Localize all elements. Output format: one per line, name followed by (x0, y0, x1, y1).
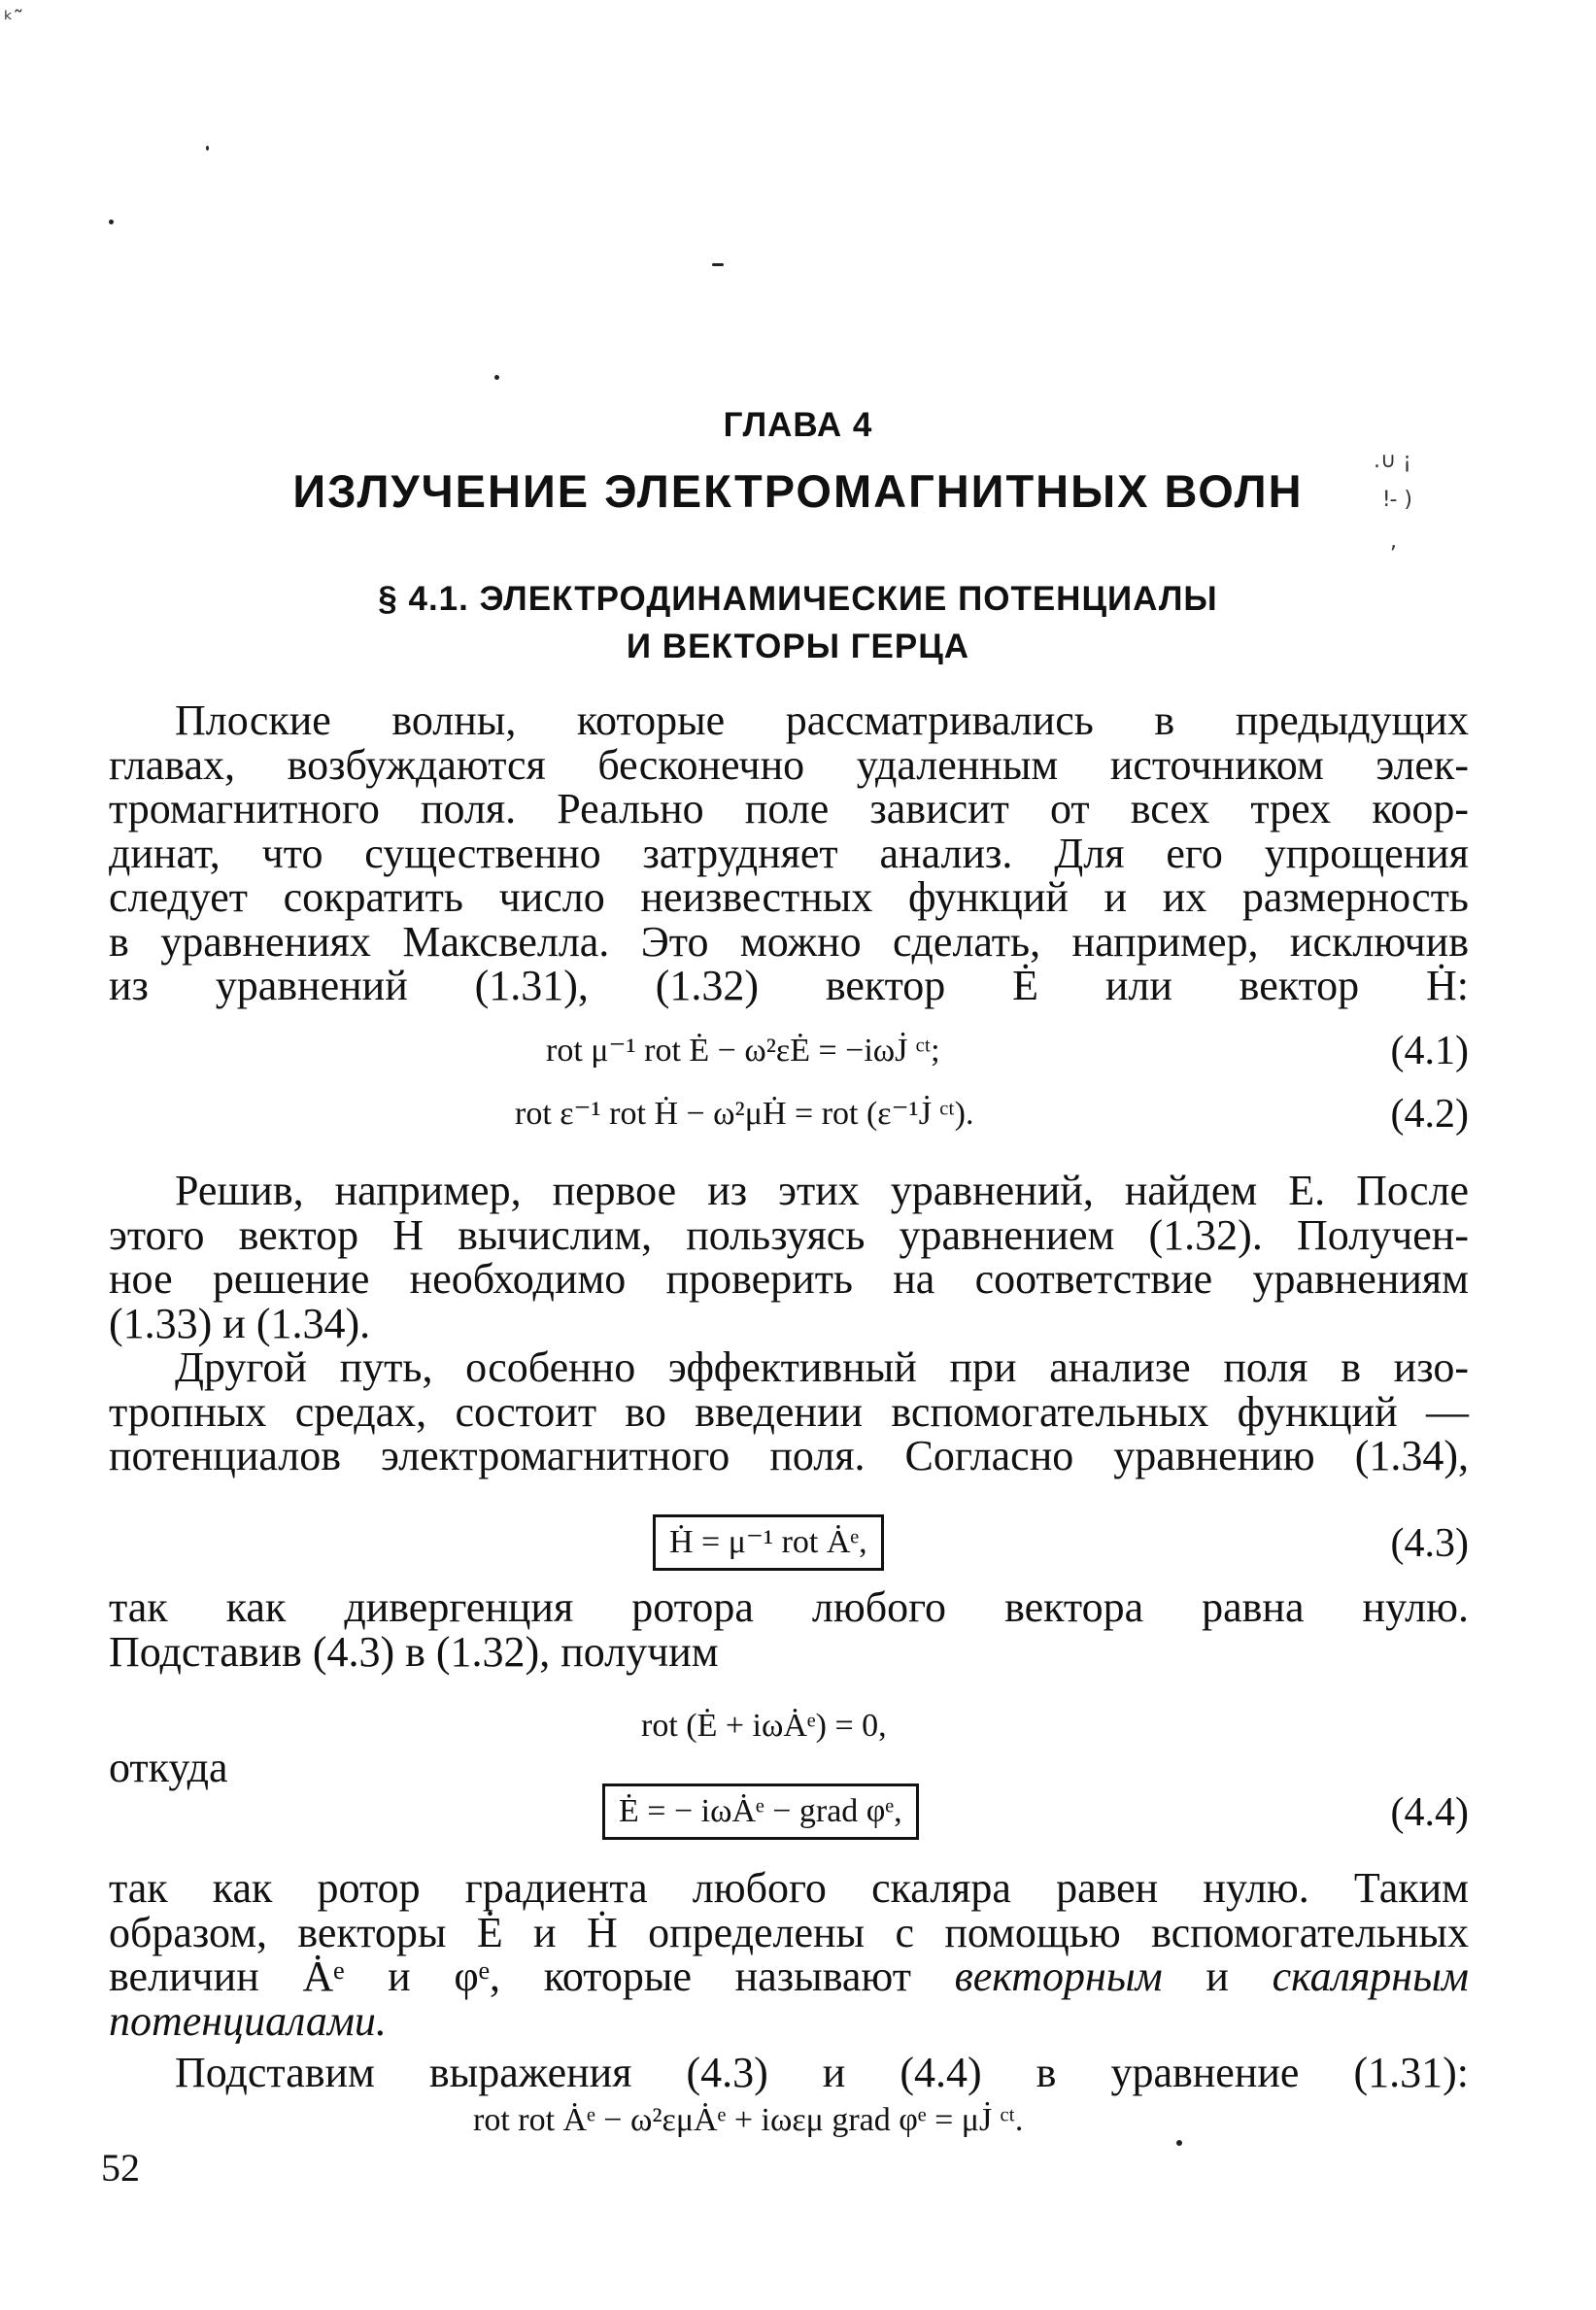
margin-pencil-mark: ǃ- ) (1383, 488, 1413, 512)
paragraph-line: следует сократить число неизвестных функций и их размерность (109, 873, 1469, 921)
equation-expression-boxed: Ḣ = μ⁻¹ rot Ȧᵉ, (653, 1514, 884, 1571)
paragraph-line (109, 1954, 1469, 1999)
section-title (0, 575, 1596, 670)
text-run: величин Ȧᵉ и φᵉ, которые называют (109, 1953, 955, 2000)
text-run: и (1162, 1953, 1273, 2000)
paragraph-line: Другой путь, особенно эффективный при анализе поля в изо- (175, 1343, 1469, 1391)
word-otkuda: откуда (109, 1744, 228, 1791)
equation-expression: rot ε⁻¹ rot Ḣ − ω²μḢ = rot (ε⁻¹J̇ ᶜᵗ). (515, 1096, 974, 1132)
chapter-label: ГЛАВА 4 (723, 406, 873, 444)
paragraph-line: Подставим выражения (4.3) и (4.4) в уравнение (1.31): (175, 2049, 1469, 2096)
equation-final (109, 2091, 1469, 2150)
equation-4-4 (109, 1783, 1469, 1842)
paragraph-line: в уравнениях Максвелла. Это можно сделать, например, исключив (109, 917, 1469, 966)
paragraph-5 (109, 1866, 1469, 2043)
equation-4-3 (109, 1514, 1469, 1573)
paragraph-line: Плоские волны, которые рассматривались в предыдущих (175, 696, 1469, 744)
chapter-title: ИЗЛУЧЕНИЕ ЭЛЕКТРОМАГНИТНЫХ ВОЛН (292, 465, 1304, 517)
scan-speck (109, 220, 114, 224)
paragraph-2 (109, 1169, 1469, 1345)
equation-number: (4.4) (1390, 1790, 1469, 1835)
equation-number: (4.2) (1390, 1092, 1469, 1137)
equation-expression: rot (Ė + iωȦᵉ) = 0, (641, 1708, 887, 1744)
equation-number: (4.3) (1390, 1521, 1469, 1566)
term-scalar: скалярным (1272, 1953, 1470, 2000)
paragraph-line: потенциалов электромагнитного поля. Согласно уравнению (1.34), (109, 1432, 1469, 1479)
paragraph-line: тромагнитного поля. Реально поле зависит от всех трех коор- (109, 785, 1469, 832)
equation-intermediate (109, 1697, 1469, 1755)
paragraph-line (109, 1996, 1469, 2045)
section-title-line-2: И ВЕКТОРЫ ГЕРЦА (626, 628, 970, 665)
equation-expression: rot μ⁻¹ rot Ė − ω²εĖ = −iωJ̇ ᶜᵗ; (546, 1033, 940, 1069)
paragraph-line: тропных средах, состоит во введении вспомогательных функций — (109, 1387, 1469, 1436)
paragraph-1 (109, 698, 1469, 1008)
scan-speck (206, 146, 209, 151)
paragraph-line: так как ротор градиента любого скаляра равен нулю. Таким (109, 1864, 1469, 1912)
paragraph-line: главах, возбуждаются бесконечно удаленным источником элек- (109, 740, 1469, 789)
page-number: 52 (101, 2146, 140, 2190)
equation-number: (4.1) (1390, 1029, 1469, 1073)
paragraph-line: динат, что существенно затрудняет анализ. Для его упрощения (109, 829, 1469, 877)
paragraph-line: из уравнений (1.31), (1.32) вектор Ė или вектор Ḣ: (109, 962, 1469, 1009)
paragraph-line: Подставив (4.3) в (1.32), получим (109, 1627, 719, 1676)
equation-4-2 (109, 1085, 1469, 1143)
paragraph-line: (1.33) и (1.34). (109, 1299, 371, 1347)
term-potentials: потенциалами. (109, 1996, 387, 2045)
paragraph-4 (109, 1585, 1469, 1674)
scan-speck (712, 263, 724, 266)
equation-expression-boxed: Ė = − iωȦᵉ − grad φᵉ, (602, 1783, 919, 1840)
paragraph-line: Решив, например, первое из этих уравнений, найдем E. После (175, 1167, 1469, 1214)
paragraph-line: так как дивергенция ротора любого вектора равна нулю. (109, 1583, 1469, 1631)
paragraph-3 (109, 1345, 1469, 1478)
paragraph-line: этого вектор H вычислим, пользуясь уравнением (1.32). Получен- (109, 1210, 1469, 1259)
paragraph-line: ное решение необходимо проверить на соответствие уравнениям (109, 1255, 1469, 1303)
scan-mark-corner: ᵏ˜ (4, 8, 24, 32)
paragraph-6 (109, 2051, 1469, 2095)
equation-4-1 (109, 1022, 1469, 1080)
term-vector: векторным (954, 1953, 1163, 2000)
scan-speck (494, 375, 499, 380)
section-title-line-1: § 4.1. ЭЛЕКТРОДИНАМИЧЕСКИЕ ПОТЕНЦИАЛЫ (378, 580, 1218, 618)
margin-pencil-mark: , (1390, 529, 1397, 554)
paragraph-line: образом, векторы Ė и Ḣ определены с помощью вспомогательных (109, 1908, 1469, 1956)
equation-expression: rot rot Ȧᵉ − ω²εμȦᵉ + iωεμ grad φᵉ = μJ̇ ᶜᵗ. (473, 2102, 1024, 2138)
margin-pencil-mark: .∪ ¡ (1374, 449, 1411, 473)
